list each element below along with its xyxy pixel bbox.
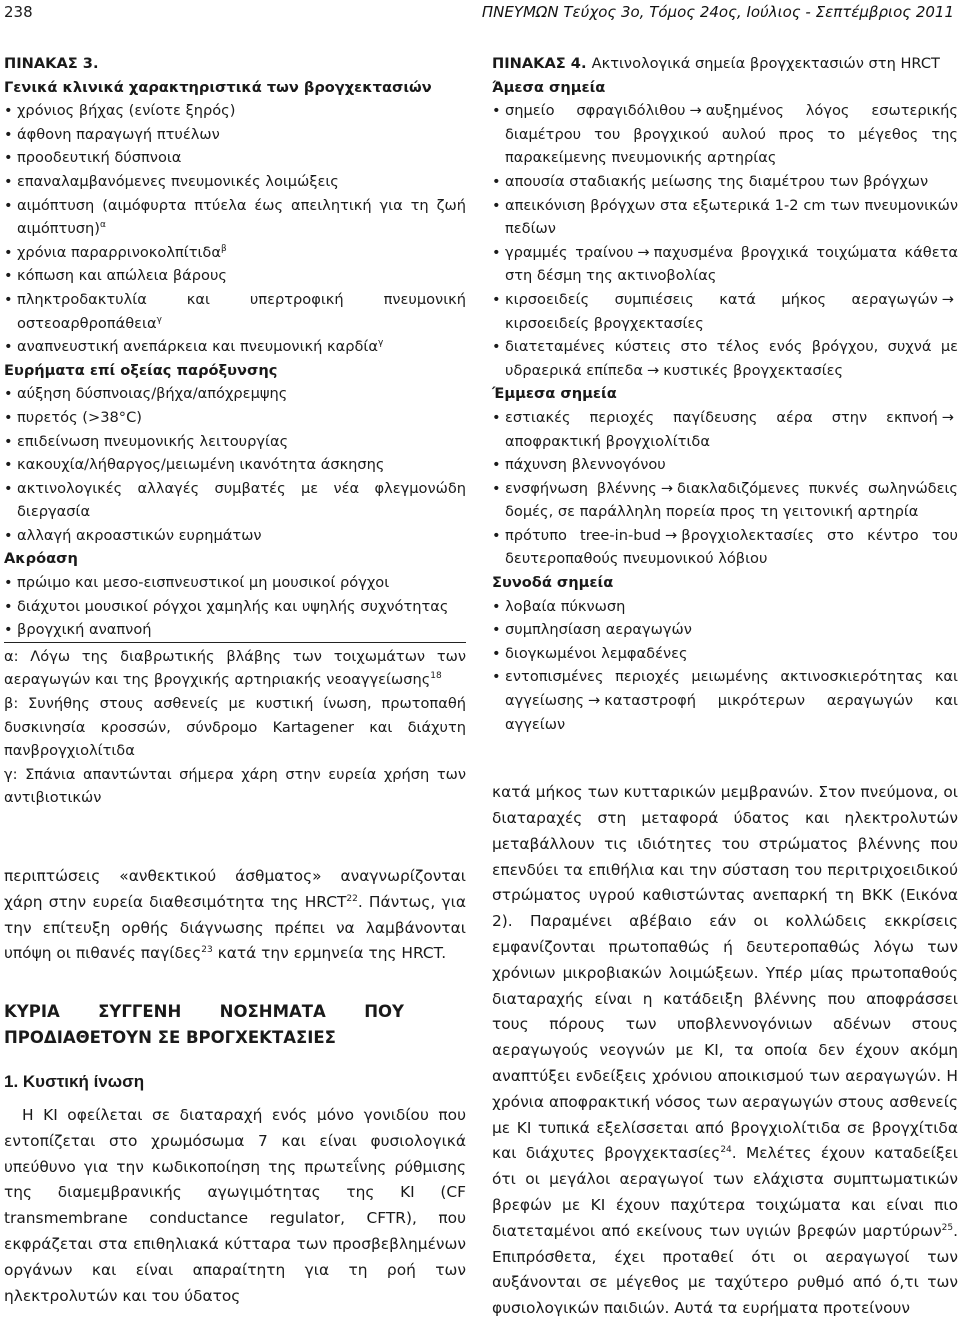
- list-item-note: α: [99, 220, 106, 231]
- list-item: [4, 335, 466, 359]
- sign-meaning: κυστικές βρογχεκτασίες: [663, 361, 844, 379]
- list-item: [4, 99, 466, 123]
- list-item-text: αναπνευστική ανεπάρκεια και πνευμονική καρδία: [17, 338, 378, 356]
- list-item: [4, 194, 466, 241]
- right-body-text: [492, 780, 958, 1322]
- list-item: [492, 524, 958, 571]
- table-4: [492, 52, 958, 736]
- arrow-right-icon: →: [588, 692, 601, 710]
- list-item: [4, 146, 466, 170]
- citation-25: 25: [941, 1222, 954, 1233]
- list-item-text: πληκτροδακτυλία και υπερτροφική πνευμονική οστεοαρθροπάθεια: [17, 290, 466, 332]
- sign-meaning: βρογχιολεκτασίες στο κέντρο του δευτεροπαθούς πνευμονικού λόβιου: [505, 526, 958, 568]
- list-item: [492, 406, 958, 453]
- list-item: [492, 453, 958, 477]
- table-4-indirect-heading: Έμμεσα σημεία: [492, 385, 617, 403]
- list-item-text: χρόνιος βήχας (ενίοτε ξηρός): [17, 102, 236, 120]
- right-p-part-c: . Επιπρόσθετα, έχει προταθεί ότι οι αεραγωγοί των αυξάνονται σε μέγεθος με ταχύτερο ρυθμό από ό,τι των φυσιολογικών παιδιών. Αυτά τα ευρήματα προτείνουν: [492, 1221, 958, 1318]
- sign-name: απουσία σταδιακής μείωσης της διαμέτρου των βρόγχων: [505, 172, 929, 190]
- table-4-heading: [492, 52, 958, 76]
- sign-name: εντοπισμένες περιοχές μειωμένης ακτινοσκιερότητας και αγγείωσης: [505, 668, 958, 710]
- table-4-title: Ακτινολογικά σημεία βρογχεκτασιών στη HRCT: [591, 55, 940, 72]
- right-column: [492, 52, 958, 1322]
- left-p1-part-c: κατά την ερμηνεία της HRCT.: [212, 944, 447, 963]
- sign-meaning: παχυσμένα βρογχικά τοιχώματα κάθετα στη δέσμη της ακτινοβολίας: [505, 243, 958, 285]
- table-3-label: ΠΙΝΑΚΑΣ 3.: [4, 55, 99, 72]
- table-3-general-list: [4, 99, 466, 359]
- list-item: [492, 595, 958, 619]
- list-item: [492, 665, 958, 736]
- list-item: [492, 241, 958, 288]
- footnote-b: β: Συνήθης στους ασθενείς με κυστική ίνωση, πρωτοπαθή δυσκινησία κροσσών, σύνδρομο Kartagener και διάχυτη πανβρογχιολίτιδα: [4, 695, 466, 760]
- right-p-part-b: . Μελέτες έχουν καταδείξει ότι οι μεγάλοι αεραγωγοί των ελάχιστα συμπτωματικών βρεφών με ΚΙ έχουν παχύτερα τοιχώματα και είναι πιο διατεταμένοι από εκείνους των υγιών βρεφών μαρτύρων: [492, 1144, 958, 1240]
- sign-name: διατεταμένες κύστεις στο τέλος ενός βρόγχου, συχνά με υδραερικά επίπεδα: [505, 338, 958, 379]
- section-title: ΚΥΡΙΑ ΣΥΓΓΕΝΗ ΝΟΣΗΜΑΤΑ ΠΟΥ ΠΡΟΔΙΑΘΕΤΟΥΝ ΣΕ ΒΡΟΓΧΕΚΤΑΣΙΕΣ: [4, 1002, 404, 1048]
- list-item-text: αιμόπτυση (αιμόφυρτα πτύελα έως απειλητική για τη ζωή αιμόπτυση): [17, 196, 466, 238]
- right-p-part-a: κατά μήκος των κυτταρικών μεμβρανών. Στον πνεύμονα, οι διαταραχές στη μεταφορά ύδατος και ηλεκτρολυτών μεταβάλλουν τις ιδιότητες του στρώματος βλέννης που επενδύει τα επιθήλια και την σύσταση του περιτριχοειδικού στρώματος υγρού καθιστώντας ανεπαρκή τη ΒΚΚ (Εικόνα 2). Παραμένει αβέβαιο εάν οι κολλώδεις εκκρίσεις εμφανίζονται πρωτοπαθώς ή δευτεροπαθώς λόγω των χρόνιων μικροβιακών λοιμώξεων. Υπέρ μίας πρωτοπαθούς διαταραχής είναι η κατάδειξη βλέννης που αποφράσσει τους πόρους των υποβλεννογόνιων αδένων στους αεραγωγούς νεογνών με ΚΙ, τα οποία δεν έχουν ακόμη αναπτύξει ενδείξεις χρόνιου αποικισμού των αεραγωγών. Η χρόνια αποφρακτική νόσος των αεραγωγών στους ασθενείς με ΚΙ τυπικά εξελίσσεται από βρογχιολίτιδα σε βρογχίτιδα και διάχυτες βρογχεκτασίες: [492, 783, 958, 1163]
- table-3-acute-list: [4, 382, 466, 547]
- list-item: [492, 194, 958, 241]
- citation-22: 22: [346, 893, 358, 904]
- page-header: [0, 0, 960, 22]
- arrow-right-icon: →: [941, 408, 954, 426]
- arrow-right-icon: →: [689, 102, 702, 120]
- list-item: [4, 170, 466, 194]
- table-3-auscultation-list: [4, 571, 466, 642]
- sign-name: εστιακές περιοχές παγίδευσης αέρα στην εκπνοή: [505, 408, 938, 426]
- arrow-right-icon: →: [637, 243, 650, 261]
- sign-name: σημείο σφραγιδόλιθου: [505, 102, 686, 120]
- list-item: [4, 241, 466, 265]
- sign-meaning: αποφρακτική βρογχιολίτιδα: [505, 432, 710, 450]
- footnote-a-text: α: Λόγω της διαβρωτικής βλάβης των τοιχωμάτων των αεραγωγών και της βρογχικής αρτηριακής νεοαγγείωσης: [4, 647, 466, 689]
- table-3-title: Γενικά κλινικά χαρακτηριστικά των βρογχεκτασιών: [4, 78, 432, 96]
- table-3-footnotes: [4, 642, 466, 810]
- list-item-text: επαναλαμβανόμενες πνευμονικές λοιμώξεις: [17, 172, 339, 190]
- table-4-associated-heading: Συνοδά σημεία: [492, 574, 614, 592]
- list-item: [4, 288, 466, 335]
- sign-name: ενσφήνωση βλέννης: [505, 479, 657, 497]
- list-item: [492, 477, 958, 524]
- sign-name: λοβαία πύκνωση: [505, 597, 626, 615]
- sign-name: κιρσοειδείς συμπιέσεις κατά μήκος αεραγωγών: [505, 290, 938, 308]
- list-item-note: γ: [156, 314, 162, 325]
- left-p1-part-b: . Πάντως, για την επίτευξη ορθής διάγνωσης πρέπει να λαμβάνονται υπόψη οι πιθανές παγίδες: [4, 892, 466, 963]
- list-item: • ακτινολογικές αλλαγές συμβατές με νέα φλεγμονώδη διεργασία: [4, 477, 466, 524]
- footnote-a-ref: 18: [430, 671, 442, 682]
- footnote-a: [4, 645, 466, 692]
- left-paragraph-1: [4, 864, 466, 967]
- list-item: [492, 99, 958, 170]
- list-item-text: χρόνια παραρρινοκολπίτιδα: [17, 243, 221, 261]
- list-item: [492, 288, 958, 335]
- journal-title: ΠΝΕΥΜΩΝ Τεύχος 3ο, Τόμος 24ος, Ιούλιος - Σεπτέμβριος 2011: [481, 3, 954, 21]
- left-body-text: [4, 864, 466, 1309]
- left-paragraph-2: Η ΚΙ οφείλεται σε διαταραχή ενός μόνο γονιδίου που εντοπίζεται στο χρωμόσωμα 7 και είναι φυσιολογικά υπεύθυνο για την κωδικοποίηση της πρωτεΐνης ρύθμισης της διαμεμβρανικής αγωγιμότητας της ΚΙ (CF transmembrane conductance regulator, CFTR), που εκφράζεται στα επιθηλιακά κύτταρα των προσβεβλημένων οργάνων και είναι απαραίτητη για τη ροή των ηλεκτρολυτών και του ύδατος: [4, 1105, 466, 1305]
- sign-name: πάχυνση βλεννογόνου: [505, 456, 666, 474]
- list-item: [492, 335, 958, 382]
- list-item-text: προοδευτική δύσπνοια: [17, 149, 182, 167]
- list-item: [4, 264, 466, 288]
- table-4-indirect-list: [492, 406, 958, 571]
- list-item: • κακουχία/λήθαργος/μειωμένη ικανότητα άσκησης: [4, 453, 466, 477]
- list-item: • διάχυτοι μουσικοί ρόγχοι χαμηλής και υψηλής συχνότητας: [4, 595, 466, 619]
- list-item: • πυρετός (>38°C): [4, 406, 466, 430]
- left-column: [4, 52, 466, 1309]
- table-3-auscultation-heading: Ακρόαση: [4, 550, 78, 568]
- sign-name: απεικόνιση βρόγχων στα εξωτερικά 1-2 cm των πνευμονικών πεδίων: [505, 196, 958, 238]
- list-item: [4, 123, 466, 147]
- left-p1-part-a: περιπτώσεις «ανθεκτικού άσθματος» αναγνωρίζονται χάρη στην ευρεία διαθεσιμότητα της HRCT: [4, 867, 466, 911]
- citation-23: 23: [201, 945, 213, 956]
- list-item: • αύξηση δύσπνοιας/βήχα/απόχρεμψης: [4, 382, 466, 406]
- footnote-c: γ: Σπάνια απαντώνται σήμερα χάρη στην ευρεία χρήση των αντιβιοτικών: [4, 765, 466, 807]
- sign-name: συμπλησίαση αεραγωγών: [505, 621, 692, 639]
- sign-meaning: κιρσοειδείς βρογχεκτασίες: [505, 314, 704, 332]
- list-item-text: κόπωση και απώλεια βάρους: [17, 267, 227, 285]
- table-4-label: ΠΙΝΑΚΑΣ 4.: [492, 55, 587, 72]
- list-item: [492, 642, 958, 666]
- list-item-note: β: [220, 243, 227, 254]
- list-item-note: γ: [377, 338, 384, 349]
- arrow-right-icon: →: [941, 290, 954, 308]
- table-3-acute-heading: Ευρήματα επί οξείας παρόξυνσης: [4, 361, 278, 379]
- table-3: [4, 52, 466, 810]
- list-item: • βρογχική αναπνοή: [4, 618, 466, 642]
- list-item: [492, 170, 958, 194]
- list-item: • αλλαγή ακροαστικών ευρημάτων: [4, 524, 466, 548]
- arrow-right-icon: →: [647, 361, 660, 379]
- right-paragraph: [492, 780, 958, 1322]
- subsection-title: 1. Κυστική ίνωση: [4, 1072, 145, 1092]
- sign-meaning: διακλαδιζόμενες πυκνές σωληνώδεις δομές, σε παράλληλη πορεία προς τη γειτονική αρτηρία: [505, 479, 959, 521]
- citation-24: 24: [720, 1145, 732, 1156]
- table-4-direct-heading: Άμεσα σημεία: [492, 78, 606, 96]
- arrow-right-icon: →: [665, 526, 678, 544]
- sign-name: γραμμές τραίνου: [505, 243, 634, 261]
- sign-meaning: αυξημένος λόγος εσωτερικής διαμέτρου του βρογχικού αυλού προς το μέγεθος της παρακείμενης πνευμονικής αρτηρίας: [505, 102, 958, 167]
- sign-name: διογκωμένοι λεμφαδένες: [505, 644, 688, 662]
- sign-meaning: καταστροφή μικρότερων αεραγωγών και αγγείων: [505, 692, 958, 733]
- list-item: [492, 618, 958, 642]
- table-4-direct-list: [492, 99, 958, 382]
- arrow-right-icon: →: [660, 479, 674, 497]
- list-item: • επιδείνωση πνευμονικής λειτουργίας: [4, 430, 466, 454]
- sign-name: πρότυπο tree-in-bud: [505, 526, 662, 544]
- list-item: • πρώιμο και μεσο-εισπνευστικοί μη μουσικοί ρόγχοι: [4, 571, 466, 595]
- page-number: 238: [4, 3, 33, 21]
- list-item-text: άφθονη παραγωγή πτυέλων: [17, 125, 220, 143]
- table-4-associated-list: [492, 595, 958, 737]
